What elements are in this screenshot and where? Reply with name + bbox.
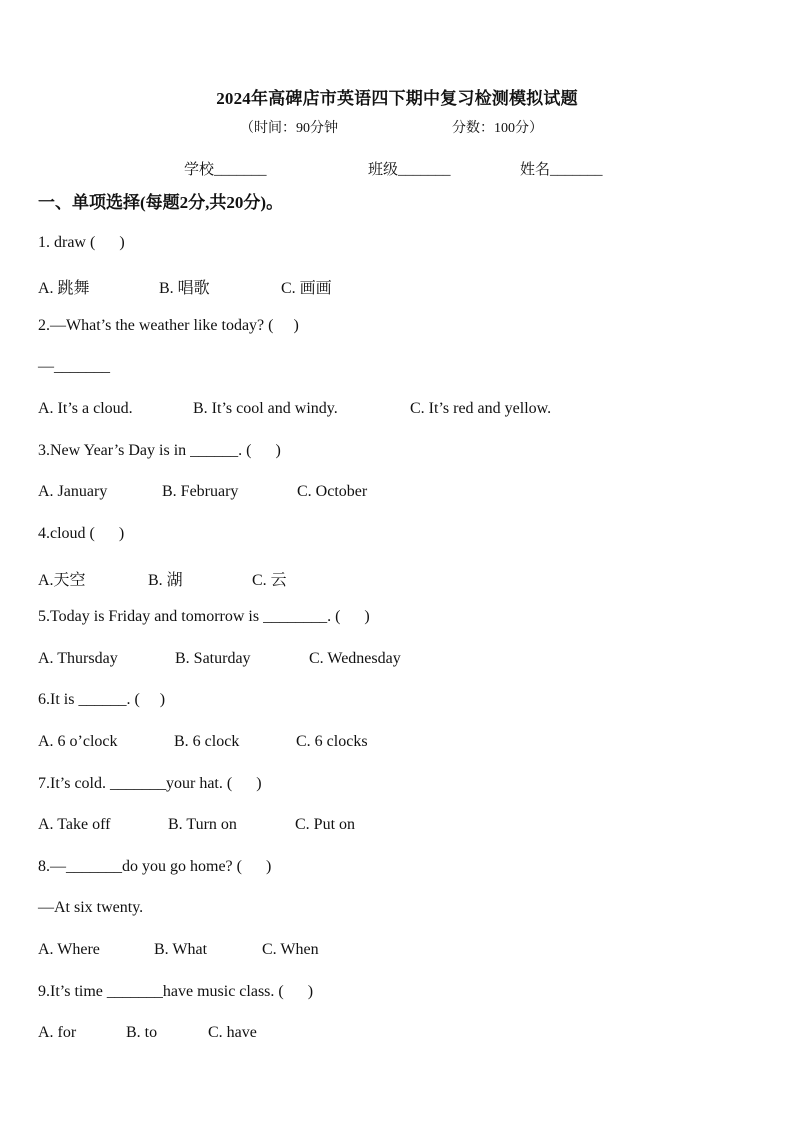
question-1-option-a: A. 跳舞: [38, 280, 90, 297]
question-3-stem: 3.New Year’s Day is in ______. ( ): [38, 442, 281, 459]
question-2-option-a: A. It’s a cloud.: [38, 400, 133, 417]
question-6-option-c: C. 6 clocks: [296, 733, 368, 750]
question-8-answer-line: —At six twenty.: [38, 899, 144, 916]
question-5-option-c: C. Wednesday: [309, 650, 401, 667]
question-4-option-c: C. 云: [252, 572, 287, 589]
question-9-option-c: C. have: [208, 1024, 257, 1041]
question-8-option-c: C. When: [262, 941, 319, 958]
question-9-stem: 9.It’s time _______have music class. ( ): [38, 983, 314, 1000]
question-7-option-c: C. Put on: [295, 816, 356, 833]
question-2-option-b: B. It’s cool and windy.: [193, 400, 338, 417]
question-7-option-a: A. Take off: [38, 816, 111, 833]
question-7-stem: 7.It’s cold. _______your hat. ( ): [38, 775, 262, 792]
question-8-stem: 8.—_______do you go home? ( ): [38, 858, 272, 875]
question-9-option-a: A. for: [38, 1024, 77, 1041]
question-7-option-b: B. Turn on: [168, 816, 237, 833]
question-9-option-b: B. to: [126, 1024, 158, 1041]
question-2-stem: 2.—What’s the weather like today? ( ): [38, 317, 299, 334]
question-8-option-a: A. Where: [38, 941, 100, 958]
question-4-option-a: A.天空: [38, 572, 86, 589]
question-8-option-b: B. What: [154, 941, 208, 958]
question-5-stem: 5.Today is Friday and tomorrow is ________. ( ): [38, 608, 370, 625]
question-1-stem: 1. draw ( ): [38, 234, 125, 251]
question-3-option-b: B. February: [162, 483, 239, 500]
question-1-option-b: B. 唱歌: [159, 280, 210, 297]
question-2-option-c: C. It’s red and yellow.: [410, 400, 552, 417]
question-3-option-a: A. January: [38, 483, 108, 500]
question-5-option-a: A. Thursday: [38, 650, 118, 667]
question-2-answer-line: —_______: [38, 358, 110, 375]
question-4-stem: 4.cloud ( ): [38, 525, 125, 542]
question-5-option-b: B. Saturday: [175, 650, 251, 667]
exam-score: 分数：100分）: [452, 121, 543, 136]
question-6-stem: 6.It is ______. ( ): [38, 691, 166, 708]
question-6-option-b: B. 6 clock: [174, 733, 240, 750]
question-4-option-b: B. 湖: [148, 572, 183, 589]
name-field: 姓名_______: [520, 162, 603, 178]
section-heading: 一、单项选择(每题2分,共20分)。: [38, 193, 284, 212]
exam-time: （时间：90分钟: [240, 121, 338, 136]
question-1-option-c: C. 画画: [281, 280, 332, 297]
question-3-option-c: C. October: [297, 483, 368, 500]
school-field: 学校_______: [184, 162, 267, 178]
class-field: 班级_______: [368, 162, 451, 178]
question-6-option-a: A. 6 o’clock: [38, 733, 118, 750]
page-title: 2024年高碑店市英语四下期中复习检测模拟试题: [216, 89, 578, 108]
